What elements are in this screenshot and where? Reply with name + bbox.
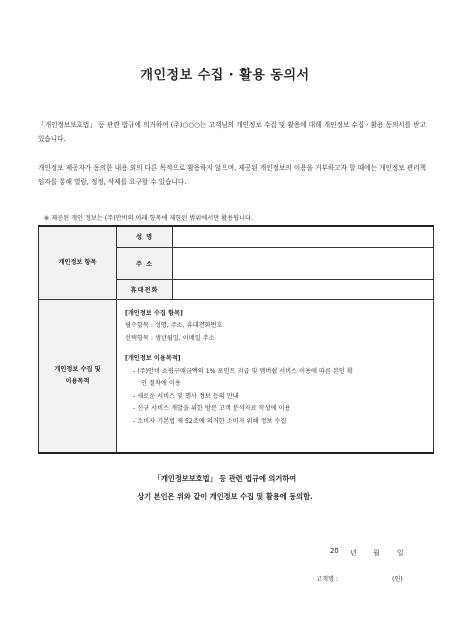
- optional-items: 선택항목 : 생년월일, 이메일 주소: [125, 334, 215, 342]
- usage-note: ※ 제공된 개인 정보는 (주)안비의 아래 항목에 제한된 범위에서만 활용됩니다.: [44, 215, 253, 222]
- purpose-item-1-cont: 인 절차에 이용: [141, 380, 181, 387]
- address-label: 주 소: [117, 247, 173, 279]
- signature-label: 고객명 :: [316, 576, 338, 583]
- section-personal-items: 개인정보 항목: [39, 226, 117, 299]
- consent-table: [38, 225, 434, 454]
- name-field[interactable]: [173, 226, 434, 247]
- purpose-item-2: - 새로운 서비스 및 행사 정보 등의 안내: [133, 392, 239, 400]
- section-purpose: [39, 299, 117, 453]
- purpose-item-1: - (주)안비 쇼핑구매금액의 1% 포인트 지급 및 멤버쉽 서비스 이용에 따른 본인 확: [133, 367, 353, 375]
- section-purpose-line2: 이용목적: [65, 377, 90, 385]
- page-title: 개인정보 수집 · 활용 동의서: [140, 68, 310, 83]
- purpose-content: [117, 299, 434, 453]
- date-year: 20: [330, 547, 339, 555]
- purpose-item-4: - 소비자 기본법 제 52조에 의거한 소비자 위해 정보 수집: [133, 417, 287, 425]
- consent-statement-line1: 「개인정보보호법」 등 관련 법규에 의거하여: [153, 474, 297, 483]
- section-purpose-line1: 개인정보 수집 및: [54, 365, 101, 373]
- phone-field[interactable]: [173, 279, 434, 299]
- purpose-item-3: - 신규 서비스 개발을 위한 방문 고객 분석자료 작성에 이용: [133, 405, 291, 412]
- intro-paragraph: 「개인정보보호법」 등 관련 법규에 의거하여 (주)○○○는 고객님의 개인정보 수집 및 활용에 대해 개인정보 수집 · 활용 동의서를 받고 있습니다.: [38, 121, 426, 143]
- name-label: 성 명: [117, 226, 173, 247]
- required-items: 필수항목 : 성명, 주소, 휴대전화번호: [125, 322, 223, 329]
- date-day-unit: 일: [397, 549, 404, 557]
- date-month-unit: 월: [373, 549, 380, 557]
- purpose-heading: [개인정보 이용목적]: [125, 355, 181, 362]
- consent-statement-line2: 상기 본인은 위와 같이 개인정보 수집 및 활용에 동의함.: [137, 492, 313, 501]
- rights-paragraph: 개인정보 제공자가 동의한 내용 외의 다른 목적으로 활용하지 않으며, 제공된 개인정보의 이용을 거부하고자 할 때에는 개인정보 관리책임자를 통해 열람, 정정, 삭제를 요구할 수 있습니다.: [38, 164, 426, 186]
- date-year-unit: 년: [350, 549, 357, 557]
- signature-seal: (인): [392, 576, 403, 583]
- address-field[interactable]: [173, 247, 434, 279]
- phone-label: 휴대전화: [117, 279, 173, 299]
- items-heading: [개인정보 수집 항목]: [125, 309, 183, 317]
